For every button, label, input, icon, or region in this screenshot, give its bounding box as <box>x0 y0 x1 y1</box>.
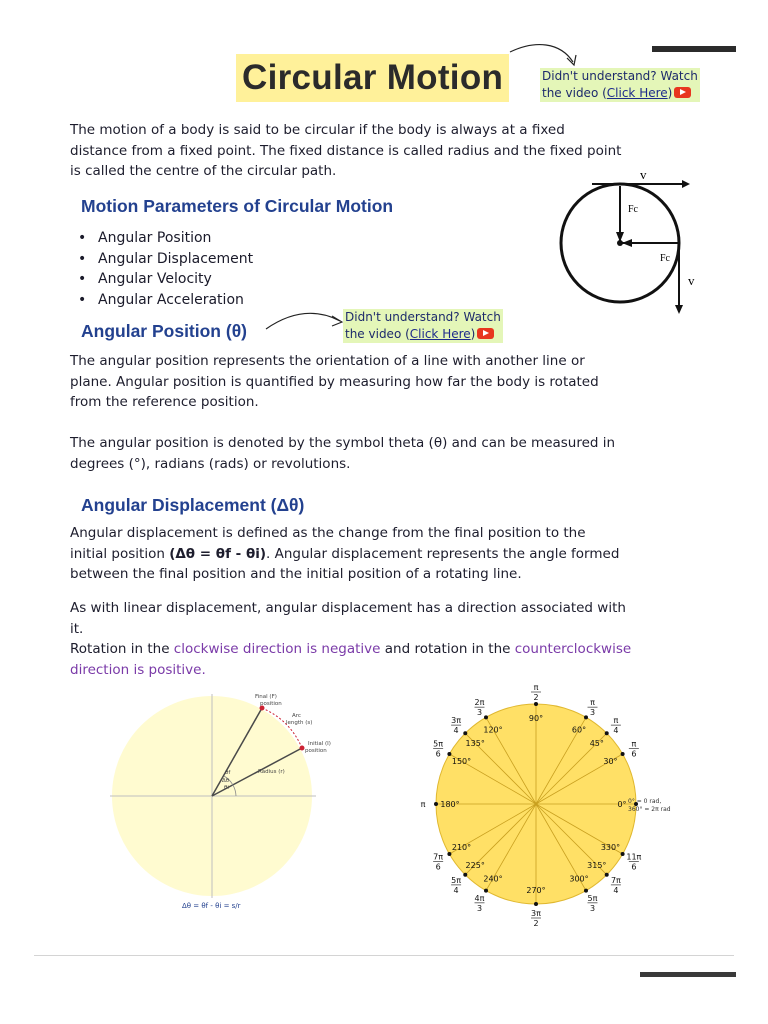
svg-text:6: 6 <box>631 862 637 872</box>
svg-text:position: position <box>260 701 282 707</box>
svg-text:4: 4 <box>613 726 619 736</box>
angular-displacement-paragraph-3: Rotation in the clockwise direction is negative and rotation in the counterclockwise direction is positive. <box>70 641 632 678</box>
zero-rad-note: 0° = 0 rad, <box>628 798 662 805</box>
radian-label <box>629 740 639 759</box>
degree-label: 180° <box>440 800 460 809</box>
click-here-link[interactable]: Click Here <box>606 86 668 100</box>
svg-text:6: 6 <box>631 749 637 759</box>
degree-label: 30° <box>603 757 618 766</box>
circle-centre <box>617 240 623 246</box>
angle-point <box>605 731 609 735</box>
svg-text:7π: 7π <box>610 875 621 885</box>
angle-point <box>621 752 625 756</box>
degree-label: 0° <box>617 800 627 809</box>
angle-point <box>447 752 451 756</box>
counterclockwise-text: counterclockwise <box>514 641 632 657</box>
svg-text:4: 4 <box>613 885 619 895</box>
angular-position-arrow <box>262 307 348 335</box>
angle-point <box>463 873 467 877</box>
velocity-label-right: v <box>688 273 695 288</box>
angle-point <box>447 852 451 856</box>
youtube-icon[interactable] <box>477 328 494 339</box>
svg-text:3: 3 <box>476 708 483 718</box>
radian-label <box>451 876 461 895</box>
radian-label <box>611 876 621 895</box>
clockwise-text: clockwise direction is negative <box>173 641 381 657</box>
radian-label <box>611 716 621 735</box>
angular-displacement-paragraph-1: Angular displacement is defined as the change from the final position to the initial position (Δθ = θf - θi). Angular displacement represents the angle formed between the final position and the initial position of a rotating line. <box>70 525 620 582</box>
radian-label <box>475 698 485 717</box>
degree-label: 240° <box>483 874 503 884</box>
angular-position-paragraph-1: The angular position represents the orientation of a line with another line or plane. Angular position is quantified by measuring how far the body is rotated from the reference position. <box>70 353 599 410</box>
svg-text:3π: 3π <box>451 716 462 726</box>
angle-point <box>584 715 588 719</box>
angle-point <box>534 702 538 706</box>
angle-point <box>484 889 488 893</box>
svg-text:θf: θf <box>225 770 231 776</box>
angular-position-heading: Angular Position (θ) <box>81 321 247 341</box>
video-promo-top: Didn't understand? Watch the video (Click Here) <box>542 69 698 100</box>
page-title: Circular Motion <box>236 54 509 102</box>
svg-text:3π: 3π <box>531 909 541 918</box>
svg-text:2: 2 <box>533 919 539 928</box>
svg-text:Δθ: Δθ <box>222 778 230 784</box>
svg-text:π: π <box>590 698 595 708</box>
list-item: • Angular Acceleration <box>78 290 253 311</box>
youtube-icon[interactable] <box>674 87 691 98</box>
svg-text:5π: 5π <box>451 875 462 885</box>
angle-point <box>621 852 625 856</box>
arc-formula: Δθ = θf - θi = s/r <box>182 902 241 910</box>
video-promo-angular-position: Didn't understand? Watch the video (Click Here) <box>345 310 501 341</box>
degree-label: 225° <box>465 860 485 870</box>
svg-text:2: 2 <box>533 693 539 702</box>
svg-text:3: 3 <box>476 903 483 913</box>
footer-divider <box>34 955 734 956</box>
svg-text:Initial (I): Initial (I) <box>308 741 331 747</box>
angle-point <box>484 715 488 719</box>
force-label-upper: Fc <box>628 204 638 215</box>
list-item: • Angular Velocity <box>78 269 253 290</box>
force-label-lower: Fc <box>660 253 670 264</box>
degree-label: 150° <box>451 757 472 766</box>
svg-text:position: position <box>305 748 327 754</box>
svg-text:Arc: Arc <box>292 713 301 719</box>
svg-text:11π: 11π <box>626 852 642 862</box>
intro-paragraph: The motion of a body is said to be circular if the body is always at a fixed distance from a fixed point. The fixed distance is called radius and the fixed point is called the centre of the circular path. <box>70 122 622 179</box>
unit-circle-diagram <box>420 683 671 928</box>
svg-text:π: π <box>613 716 619 726</box>
list-item: • Angular Displacement <box>78 249 253 270</box>
radian-label <box>588 698 598 717</box>
motion-parameters-list <box>78 228 253 310</box>
velocity-label-top: v <box>640 167 647 182</box>
svg-text:θi: θi <box>224 785 229 791</box>
svg-text:3: 3 <box>589 903 596 913</box>
angle-point <box>434 802 438 806</box>
svg-text:4: 4 <box>453 885 459 895</box>
svg-text:length (s): length (s) <box>286 720 313 726</box>
radian-label <box>588 894 598 913</box>
displacement-formula: (Δθ = θf - θi) <box>169 545 267 562</box>
svg-text:7π: 7π <box>433 852 444 862</box>
degree-label: 300° <box>569 874 589 884</box>
angle-point <box>584 889 588 893</box>
radian-label <box>433 853 443 872</box>
angular-displacement-diagram <box>110 688 360 928</box>
degree-label: 135° <box>465 739 485 749</box>
angle-point <box>605 873 609 877</box>
motion-parameters-heading: Motion Parameters of Circular Motion <box>81 196 394 216</box>
svg-text:4π: 4π <box>474 893 485 903</box>
radian-label <box>531 683 541 702</box>
svg-text:3: 3 <box>589 708 596 718</box>
angular-displacement-heading: Angular Displacement (Δθ) <box>81 495 305 515</box>
top-decorative-bar <box>652 46 736 52</box>
svg-text:Radius (r): Radius (r) <box>258 769 285 775</box>
bottom-decorative-bar <box>640 972 736 977</box>
degree-label: 330° <box>600 843 621 852</box>
radian-label <box>451 716 461 735</box>
angular-position-paragraph-2: The angular position is denoted by the symbol theta (θ) and can be measured in degrees (°), radians (rads) or revolutions. <box>70 435 616 472</box>
click-here-link[interactable]: Click Here <box>409 327 471 341</box>
list-item: • Angular Position <box>78 228 253 249</box>
radian-label <box>475 894 485 913</box>
circular-motion-diagram <box>548 162 708 322</box>
angle-point <box>534 902 538 906</box>
degree-label: 270° <box>526 886 546 895</box>
svg-text:6: 6 <box>435 862 441 872</box>
degree-label: 120° <box>483 725 503 735</box>
degree-label: 315° <box>587 860 607 870</box>
svg-text:2π: 2π <box>474 698 485 708</box>
radian-label <box>531 909 541 928</box>
radian-label <box>626 853 641 872</box>
svg-text:5π: 5π <box>433 739 444 749</box>
degree-label: 45° <box>589 739 604 749</box>
svg-text:6: 6 <box>435 749 441 759</box>
svg-text:4: 4 <box>453 726 459 736</box>
angle-point <box>463 731 467 735</box>
degree-label: 90° <box>528 714 544 723</box>
svg-text:5π: 5π <box>587 893 598 903</box>
two-pi-note: 360° = 2π rad <box>628 806 671 813</box>
angular-displacement-paragraph-2: As with linear displacement, angular displacement has a direction associated with it. <box>70 600 626 637</box>
svg-text:Final (F): Final (F) <box>255 694 277 700</box>
svg-text:π: π <box>533 683 539 692</box>
svg-text:π: π <box>631 739 637 749</box>
radian-label <box>421 800 426 809</box>
radian-label <box>433 740 443 759</box>
degree-label: 60° <box>571 725 587 735</box>
svg-text:π: π <box>420 800 426 809</box>
degree-label: 210° <box>451 843 472 852</box>
